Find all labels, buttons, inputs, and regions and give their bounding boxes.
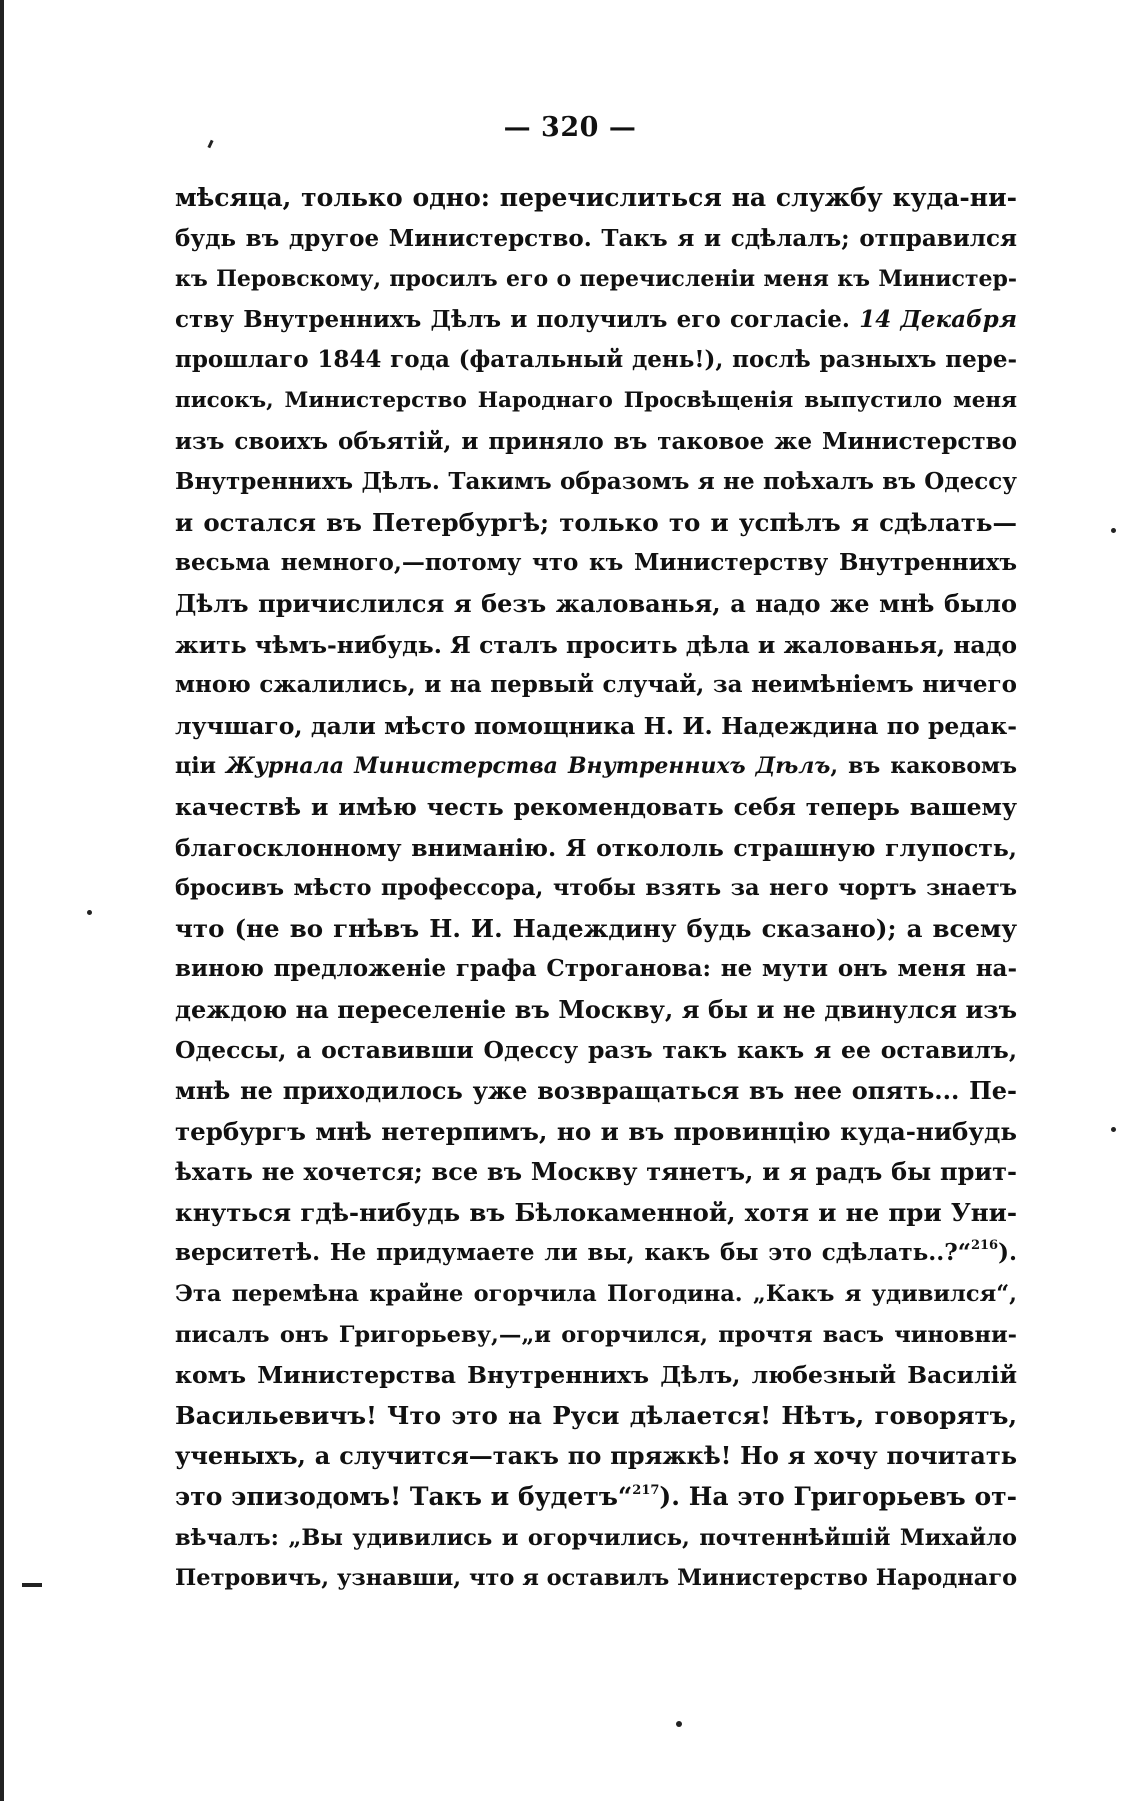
text-line-content: Одессы, а оставивши Одессу разъ такъ какъ я ее оставилъ, xyxy=(175,1036,1017,1065)
text-line xyxy=(175,178,1017,219)
text-line xyxy=(175,584,1017,625)
text-line xyxy=(175,1030,1017,1071)
scan-speck xyxy=(676,1721,682,1727)
text-line-tail: ). На это Григорьевъ от- xyxy=(659,1482,1017,1511)
text-line-content: писокъ, Министерство Народнаго Просвѣщенія выпустило меня xyxy=(175,387,1017,413)
text-line-content: мнѣ не приходилось уже возвращаться въ нее опять... Пе- xyxy=(175,1076,1017,1106)
text-line xyxy=(175,1436,1017,1477)
text-line xyxy=(175,990,1017,1031)
text-line xyxy=(175,422,1017,463)
text-line-content: ціи xyxy=(175,753,226,780)
text-line-content: весьма немного,—потому что къ Министерству Внутреннихъ xyxy=(175,549,1017,577)
text-line xyxy=(175,1355,1017,1396)
scan-speck xyxy=(87,910,92,915)
text-line-content: Дѣлъ причислился я безъ жалованья, а надо же мнѣ было xyxy=(175,588,1017,618)
text-line xyxy=(175,746,1017,787)
text-line xyxy=(175,787,1017,828)
text-line-content: деждою на переселеніе въ Москву, я бы и не двинулся изъ xyxy=(175,994,1017,1024)
text-line-content: верситетѣ. Не придумаете ли вы, какъ бы это сдѣлать..?“ xyxy=(175,1239,971,1267)
text-line-content: и остался въ Петербургѣ; только то и успѣлъ я сдѣлать— xyxy=(175,507,1017,537)
text-line xyxy=(175,259,1017,300)
italic-text: Журнала Министерства Внутреннихъ Дѣлъ xyxy=(225,753,831,780)
text-line-content: ѣхать не хочется; все въ Москву тянетъ, и я радъ бы прит- xyxy=(175,1157,1017,1187)
text-line-content: ученыхъ, а случится—такъ по пряжкѣ! Но я хочу почитать xyxy=(175,1441,1017,1471)
scan-speck xyxy=(1111,528,1116,533)
text-line xyxy=(175,1558,1017,1599)
text-line xyxy=(175,625,1017,666)
scan-dash xyxy=(22,1583,42,1587)
text-line xyxy=(175,1518,1017,1559)
text-line xyxy=(175,219,1017,260)
text-line xyxy=(175,909,1017,950)
text-line-content: мѣсяца, только одно: перечислиться на службу куда-ни- xyxy=(175,183,1017,212)
text-line-content: вѣчалъ: „Вы удивились и огорчились, почтеннѣйшій Михайло xyxy=(175,1524,1017,1551)
text-line-content: будь въ другое Министерство. Такъ я и сдѣлалъ; отправился xyxy=(175,224,1017,252)
text-line xyxy=(175,1315,1017,1356)
text-line xyxy=(175,1193,1017,1234)
text-line-content: изъ своихъ объятій, и приняло въ таковое же Министерство xyxy=(175,427,1017,455)
text-line-content: мною сжалились, и на первый случай, за неимѣніемъ ничего xyxy=(175,671,1017,699)
text-line xyxy=(175,868,1017,909)
text-line xyxy=(175,1112,1017,1153)
text-line xyxy=(175,665,1017,706)
text-line-content: бросивъ мѣсто профессора, чтобы взять за него чортъ знаетъ xyxy=(175,875,1017,902)
footnote-ref: 217 xyxy=(632,1483,660,1498)
text-line-content: жить чѣмъ-нибудь. Я сталъ просить дѣла и жалованья, надо xyxy=(175,630,1017,659)
text-line-content: прошлаго 1844 года (фатальный день!), послѣ разныхъ пере- xyxy=(175,346,1017,374)
page-number: — 320 — xyxy=(503,112,637,143)
text-line xyxy=(175,1152,1017,1193)
footnote-ref: 216 xyxy=(970,1238,999,1254)
text-line xyxy=(175,381,1017,422)
text-line-content: тербургъ мнѣ нетерпимъ, но и въ провинцію куда-нибудь xyxy=(175,1116,1017,1146)
text-line xyxy=(175,503,1017,544)
text-line xyxy=(175,1071,1017,1112)
text-line-content: писалъ онъ Григорьеву,—„и огорчился, прочтя васъ чиновни- xyxy=(175,1321,1017,1348)
text-line xyxy=(175,462,1017,503)
text-line-content: что (не во гнѣвъ Н. И. Надеждину будь сказано); а всему xyxy=(175,913,1017,943)
text-line-content: комъ Министерства Внутреннихъ Дѣлъ, любезный Василій xyxy=(175,1361,1017,1390)
text-line-tail: , въ каковомъ xyxy=(830,753,1017,780)
text-line-content: Васильевичъ! Что это на Руси дѣлается! Нѣтъ, говорятъ, xyxy=(175,1400,1017,1430)
italic-text: 14 Декабря xyxy=(859,305,1017,333)
text-line-content: это эпизодомъ! Такъ и будетъ“ xyxy=(175,1482,633,1511)
text-line-content: Эта перемѣна крайне огорчила Погодина. „Какъ я удивился“, xyxy=(175,1281,1017,1308)
text-line xyxy=(175,949,1017,990)
text-line-content: Петровичъ, узнавши, что я оставилъ Министерство Народнаго xyxy=(175,1565,1018,1592)
text-line xyxy=(175,1233,1017,1274)
scan-speck xyxy=(1111,1127,1116,1132)
text-line xyxy=(175,828,1017,869)
text-line xyxy=(175,300,1017,341)
text-line xyxy=(175,340,1017,381)
text-line-content: ству Внутреннихъ Дѣлъ и получилъ его согласіе. xyxy=(175,305,860,333)
text-line xyxy=(175,1274,1017,1315)
text-line-content: кнуться гдѣ-нибудь въ Бѣлокаменной, хотя и не при Уни- xyxy=(175,1197,1017,1227)
text-line-content: качествѣ и имѣю честь рекомендовать себя теперь вашему xyxy=(175,792,1017,821)
text-line-content: лучшаго, дали мѣсто помощника Н. И. Надеждина по редак- xyxy=(175,711,1017,740)
text-line-content: къ Перовскому, просилъ его о перечисленіи меня къ Министер- xyxy=(175,266,1017,293)
text-line-content: Внутреннихъ Дѣлъ. Такимъ образомъ я не поѣхалъ въ Одессу xyxy=(175,468,1017,496)
text-line xyxy=(175,1396,1017,1437)
text-line-content: виною предложеніе графа Строганова: не мути онъ меня на- xyxy=(175,955,1017,983)
text-line-tail: ). xyxy=(998,1239,1017,1267)
body-text xyxy=(175,178,1017,1599)
text-line xyxy=(175,706,1017,747)
text-line xyxy=(175,543,1017,584)
left-margin-rule xyxy=(0,0,4,1801)
text-line xyxy=(175,1477,1017,1518)
text-line-content: благосклонному вниманію. Я откололь страшную глупость, xyxy=(175,833,1017,862)
